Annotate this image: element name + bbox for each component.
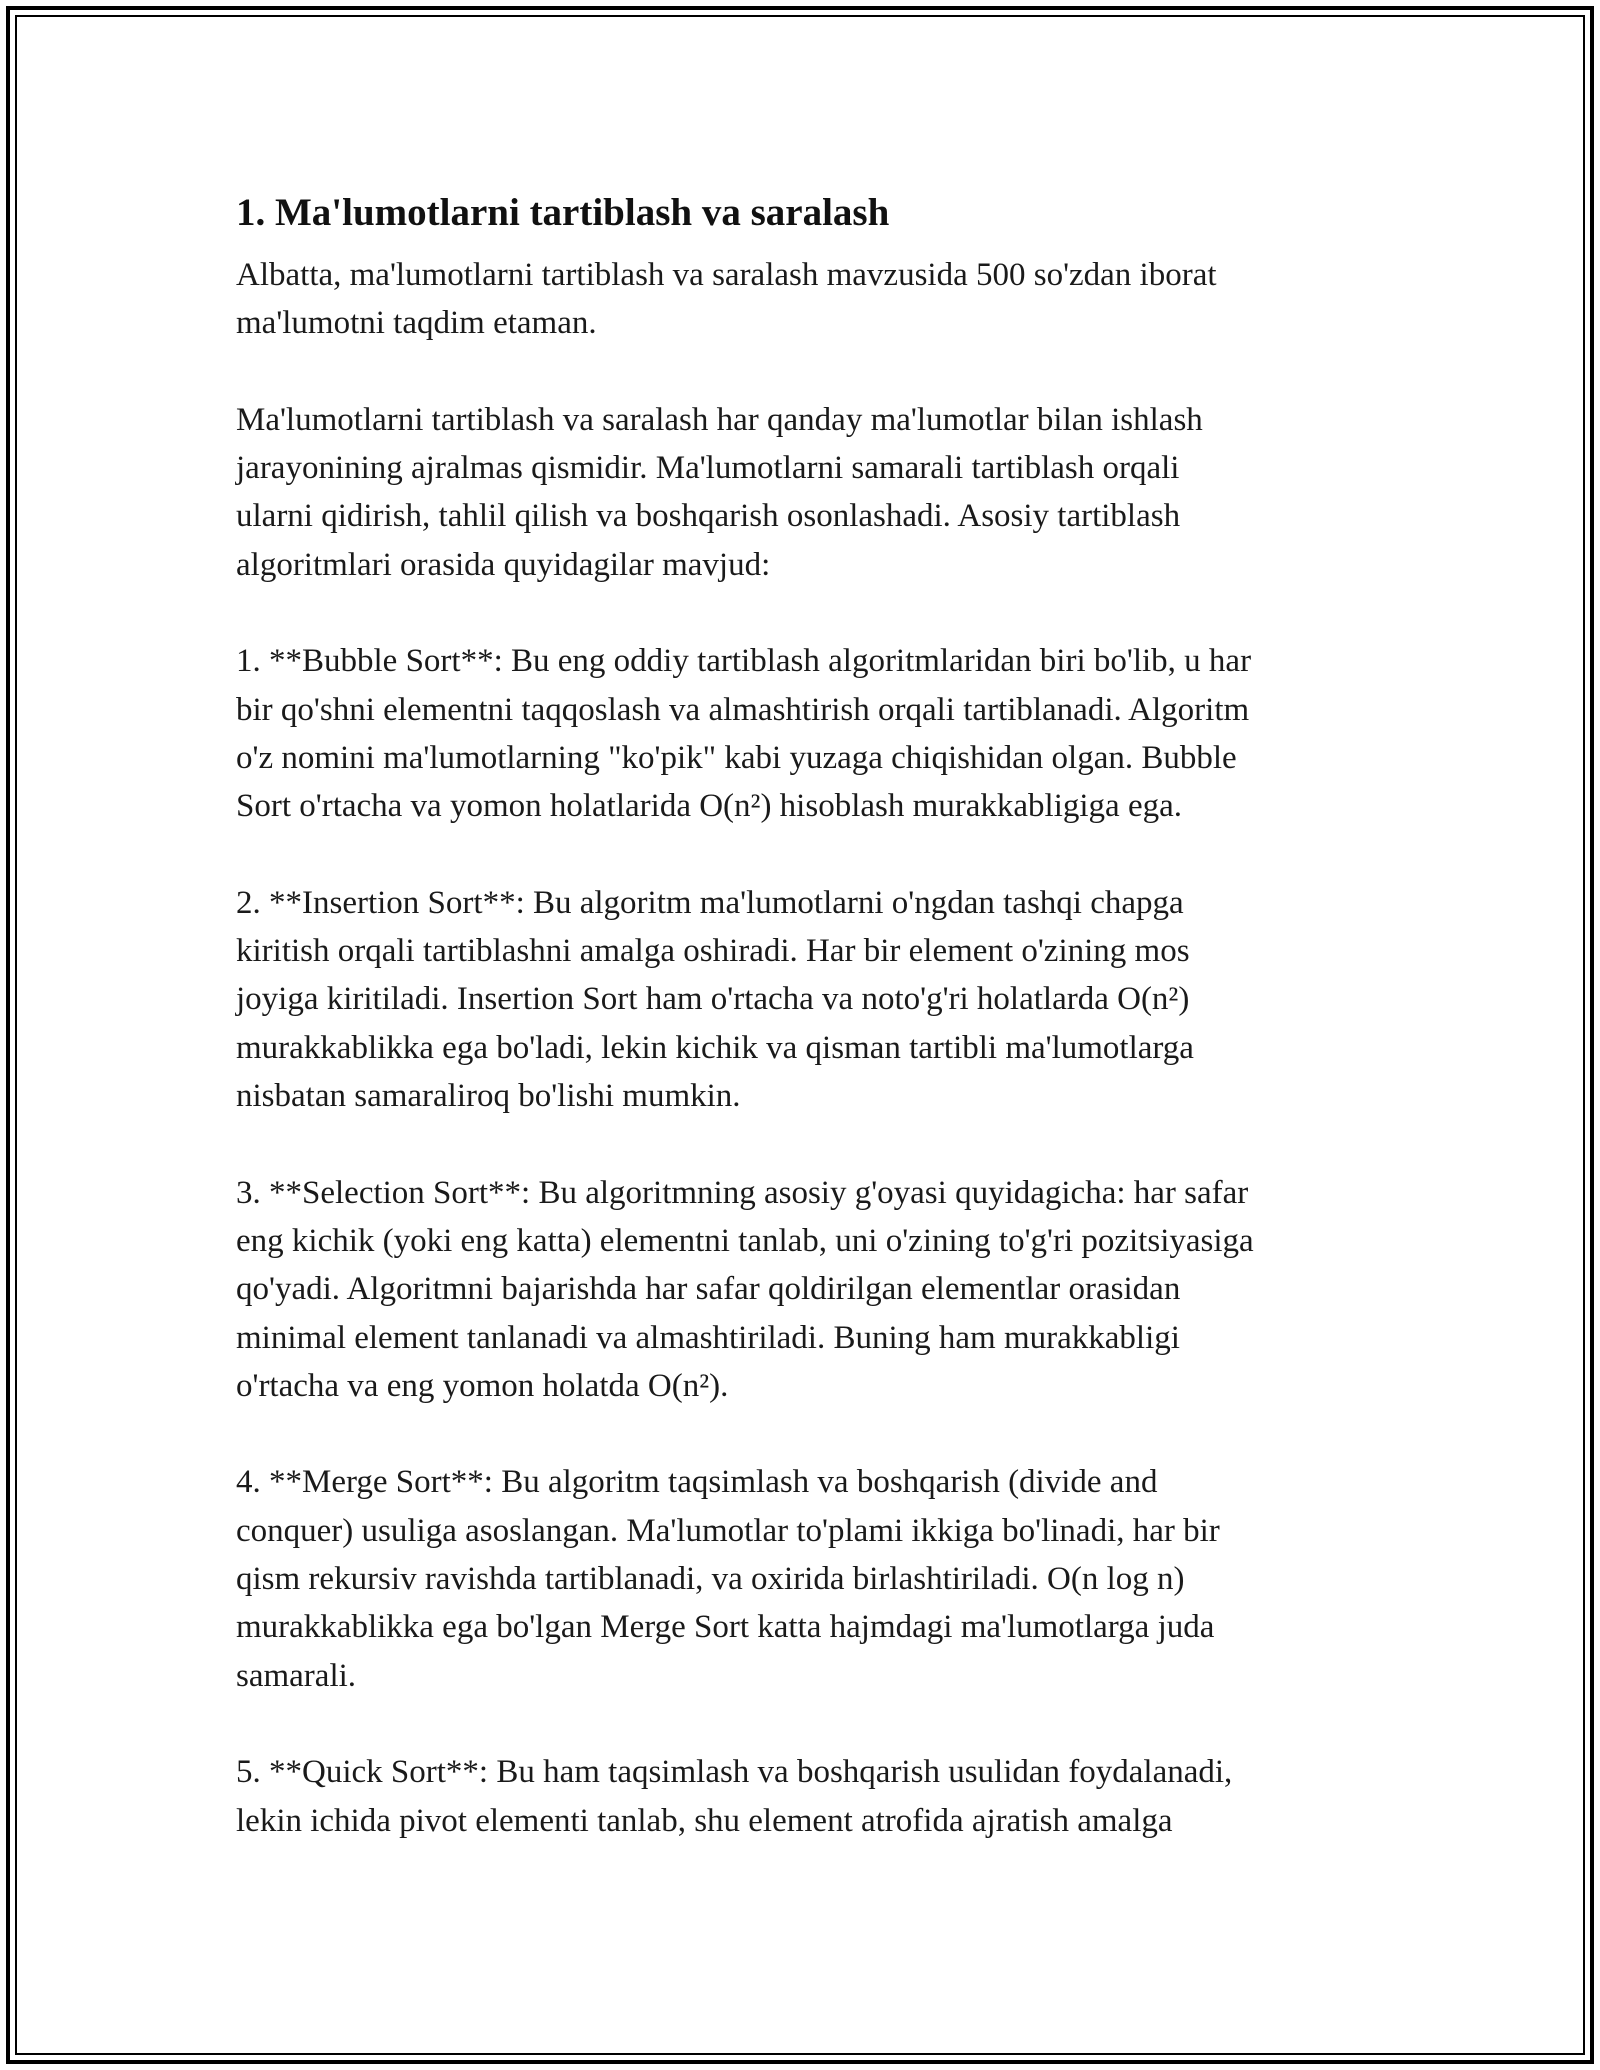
text-line: Albatta, ma'lumotlarni tartiblash va saralash mavzusida 500 so'zdan iborat	[236, 257, 1217, 293]
text-line: joyiga kiritiladi. Insertion Sort ham o'rtacha va noto'g'ri holatlarda O(n²)	[236, 981, 1190, 1018]
text-line: 2. **Insertion Sort**: Bu algoritm ma'lumotlarni o'ngdan tashqi chapga	[236, 884, 1184, 921]
text-line: murakkablikka ega bo'lgan Merge Sort katta hajmdagi ma'lumotlarga juda	[236, 1609, 1215, 1646]
text-line: ularni qidirish, tahlil qilish va boshqarish osonlashadi. Asosiy tartiblash	[236, 498, 1181, 535]
section-heading: 1. Ma'lumotlarni tartiblash va saralash	[236, 191, 890, 234]
text-line: qism rekursiv ravishda tartiblanadi, va oxirida birlashtiriladi. O(n log n)	[236, 1561, 1185, 1598]
text-line: eng kichik (yoki eng katta) elementni tanlab, uni o'zining to'g'ri pozitsiyasiga	[236, 1222, 1254, 1259]
text-line: 5. **Quick Sort**: Bu ham taqsimlash va boshqarish usulidan foydalanadi,	[236, 1754, 1233, 1791]
text-line: 1. **Bubble Sort**: Bu eng oddiy tartiblash algoritmlaridan biri bo'lib, u har	[236, 643, 1252, 680]
text-line: lekin ichida pivot elementi tanlab, shu element atrofida ajratish amalga	[236, 1802, 1173, 1839]
text-line: kiritish orqali tartiblashni amalga oshiradi. Har bir element o'zining mos	[236, 933, 1190, 970]
bubble-sort-paragraph	[236, 637, 1386, 830]
selection-sort-paragraph	[236, 1169, 1386, 1410]
text-line: o'z nomini ma'lumotlarning "ko'pik" kabi yuzaga chiqishidan olgan. Bubble	[236, 739, 1237, 776]
intro-paragraph	[236, 251, 1386, 348]
text-line: Sort o'rtacha va yomon holatlarida O(n²) hisoblash murakkabligiga ega.	[236, 788, 1182, 825]
text-line: minimal element tanlanadi va almashtiriladi. Buning ham murakkabligi	[236, 1319, 1180, 1356]
text-line: jarayonining ajralmas qismidir. Ma'lumotlarni samarali tartiblash orqali	[236, 450, 1180, 487]
quick-sort-paragraph	[236, 1748, 1386, 1845]
overview-paragraph	[236, 396, 1386, 589]
text-line: bir qo'shni elementni taqqoslash va almashtirish orqali tartiblanadi. Algoritm	[236, 691, 1250, 728]
document-body	[236, 185, 1386, 1893]
text-line: nisbatan samaraliroq bo'lishi mumkin.	[236, 1078, 741, 1115]
text-line: murakkablikka ega bo'ladi, lekin kichik va qisman tartibli ma'lumotlarga	[236, 1029, 1194, 1066]
text-line: 3. **Selection Sort**: Bu algoritmning asosiy g'oyasi quyidagicha: har safar	[236, 1174, 1249, 1211]
text-line: ma'lumotni taqdim etaman.	[236, 305, 597, 342]
text-line: samarali.	[236, 1657, 357, 1694]
merge-sort-paragraph	[236, 1458, 1386, 1699]
text-line: conquer) usuliga asoslangan. Ma'lumotlar to'plami ikkiga bo'linadi, har bir	[236, 1512, 1220, 1549]
text-line: Ma'lumotlarni tartiblash va saralash har qanday ma'lumotlar bilan ishlash	[236, 401, 1203, 438]
text-line: algoritmlari orasida quyidagilar mavjud:	[236, 546, 771, 583]
text-line: qo'yadi. Algoritmni bajarishda har safar qoldirilgan elementlar orasidan	[236, 1271, 1181, 1308]
text-line: o'rtacha va eng yomon holatda O(n²).	[236, 1367, 729, 1404]
text-line: 4. **Merge Sort**: Bu algoritm taqsimlash va boshqarish (divide and	[236, 1464, 1158, 1501]
insertion-sort-paragraph	[236, 879, 1386, 1120]
